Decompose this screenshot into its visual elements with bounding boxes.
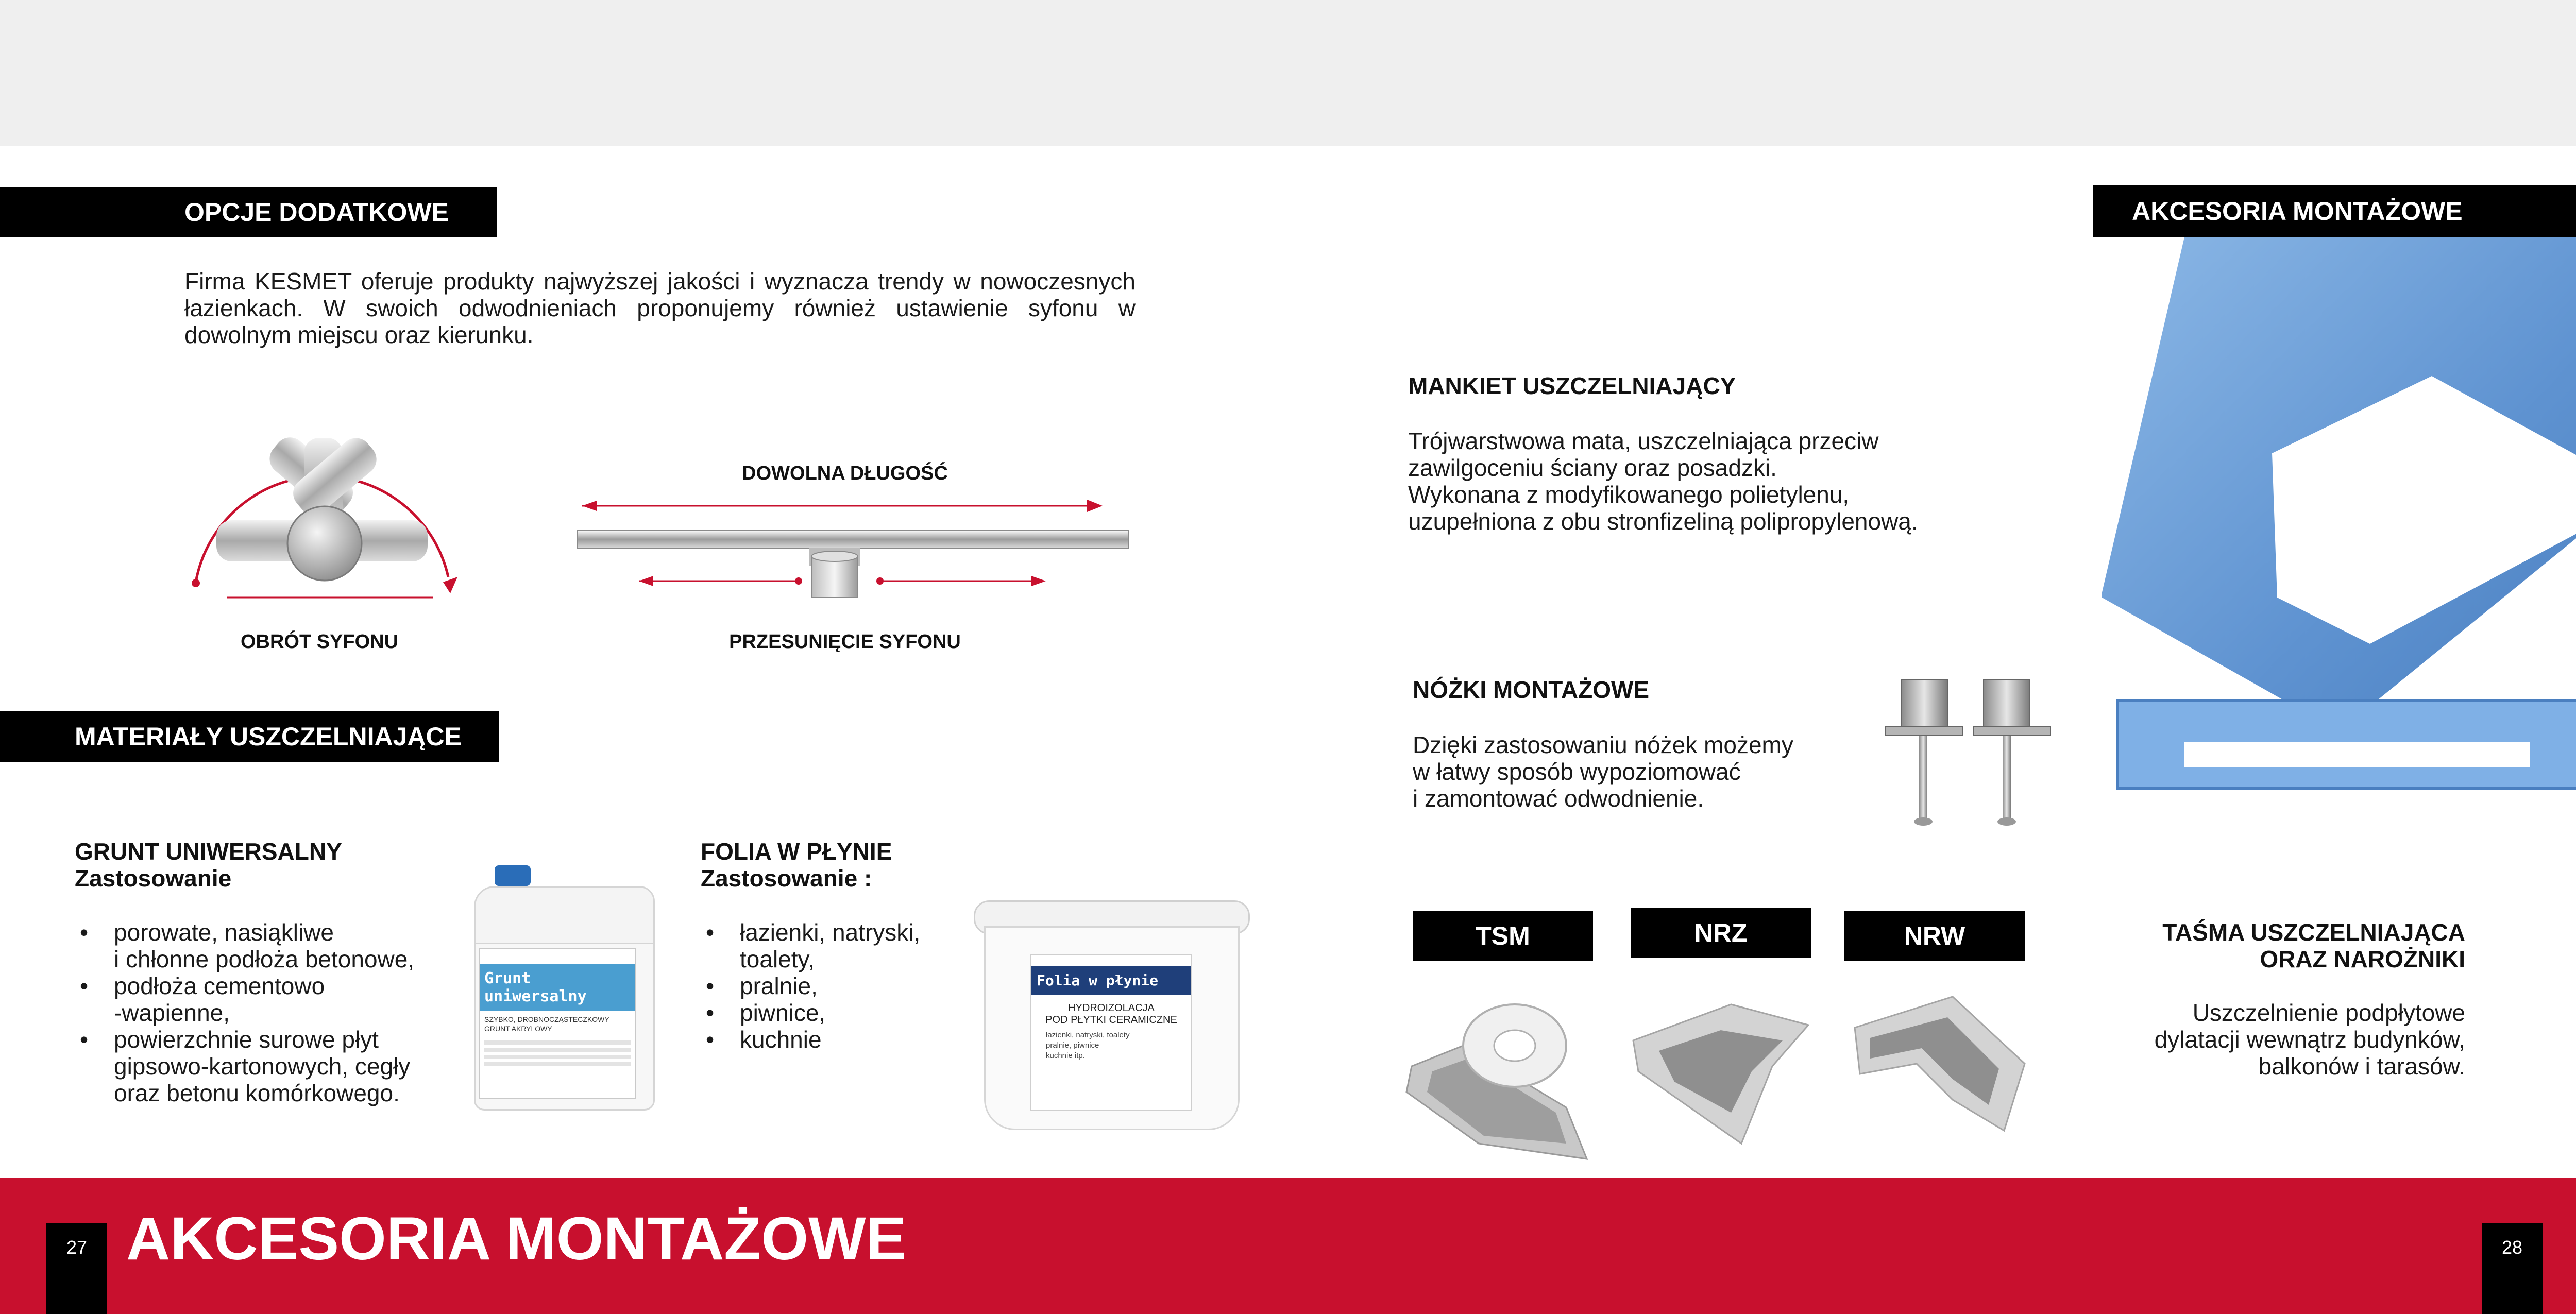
membrane-image [2102, 237, 2576, 845]
bucket-label [1030, 954, 1192, 1111]
tag-tsm: TSM [1413, 911, 1593, 961]
folia-list [701, 919, 989, 1053]
text-line: Trójwarstwowa mata, uszczelniająca przeciw [1408, 428, 1879, 454]
nrw-corner-image [1850, 992, 2040, 1146]
list-item: • łazienki, natryski, [701, 919, 989, 946]
list-item: • piwnice, [701, 999, 989, 1026]
list-item: • podłoża cementowo [75, 972, 487, 999]
length-label: DOWOLNA DŁUGOŚĆ [742, 463, 948, 484]
rotation-label: OBRÓT SYFONU [240, 631, 399, 653]
folia-bucket-image [974, 900, 1247, 1132]
tsm-tape-image [1401, 989, 1607, 1164]
opcje-title: OPCJE DODATKOWE [184, 198, 449, 227]
list-item: • pralnie, [701, 972, 989, 999]
page-number-right: 28 [2482, 1223, 2543, 1314]
list-item: • porowate, nasiąkliwe [75, 919, 487, 946]
page-number-left: 27 [46, 1223, 107, 1314]
akcesoria-title: AKCESORIA MONTAŻOWE [2132, 197, 2463, 226]
foot-right [1973, 680, 2050, 826]
bucket-item: kuchnie itp. [1046, 1051, 1085, 1060]
canister-cap [495, 865, 531, 886]
grunt-title: GRUNT UNIWERSALNY [75, 838, 342, 865]
bucket-item: pralnie, piwnice [1046, 1041, 1099, 1050]
text-line: w łatwy sposób wypoziomować [1413, 758, 1741, 785]
text-line: ORAZ NAROŻNIKI [2260, 946, 2465, 972]
list-item: • kuchnie [701, 1026, 989, 1053]
tag-nrz: NRZ [1631, 908, 1811, 958]
bucket-line1: HYDROIZOLACJA [1068, 1002, 1155, 1014]
drain-length-illustration [572, 479, 1133, 608]
list-item: gipsowo-kartonowych, cegły [114, 1053, 411, 1080]
list-item: i chłonne podłoża betonowe, [114, 946, 415, 972]
list-item: oraz betonu komórkowego. [114, 1080, 400, 1106]
materials-header-bar [0, 711, 499, 762]
bucket-line2: POD PŁYTKI CERAMICZNE [1045, 1014, 1177, 1026]
tasma-title [2040, 919, 2465, 972]
list-item: toalety, [740, 946, 815, 972]
materials-title: MATERIAŁY USZCZELNIAJĄCE [75, 722, 462, 751]
folia-subtitle: Zastosowanie : [701, 865, 872, 892]
nozki-text [1413, 731, 1876, 812]
text-line: Uszczelnienie podpłytowe [2192, 999, 2465, 1026]
text-line: i zamontować odwodnienie. [1413, 785, 1704, 812]
opcje-header-bar [0, 187, 497, 237]
tag-nrw: NRW [1844, 911, 2025, 961]
text-line: balkonów i tarasów. [2258, 1053, 2465, 1080]
text-line: Dzięki zastosowaniu nóżek możemy [1413, 731, 1793, 758]
bucket-label-title: Folia w płynie [1031, 966, 1191, 995]
mankiet-text [1408, 428, 2078, 535]
foot-left [1886, 680, 1963, 826]
canister-label-sub: SZYBKO, DROBNOCZĄSTECZKOWY GRUNT AKRYLOWY [484, 1015, 609, 1033]
bucket-item: łazienki, natryski, toalety [1046, 1031, 1130, 1039]
text-line: zawilgoceniu ściany oraz posadzki. [1408, 454, 1777, 481]
canister-label [479, 948, 636, 1099]
nrz-corner-image [1628, 994, 1819, 1149]
grunt-subtitle: Zastosowanie [75, 865, 232, 892]
text-line: uzupełniona z obu stronfizeliną polipropylenową. [1408, 508, 1918, 535]
shift-label: PRZESUNIĘCIE SYFONU [729, 631, 961, 653]
list-item: • powierzchnie surowe płyt [75, 1026, 487, 1053]
footer-title: AKCESORIA MONTAŻOWE [126, 1205, 907, 1273]
mankiet-title: MANKIET USZCZELNIAJĄCY [1408, 372, 1736, 399]
nozki-title: NÓŻKI MONTAŻOWE [1413, 676, 1650, 703]
top-band [0, 0, 2576, 146]
text-line: Wykonana z modyfikowanego polietylenu, [1408, 481, 1850, 508]
folia-title: FOLIA W PŁYNIE [701, 838, 892, 865]
siphon-rotation-illustration [170, 391, 479, 608]
grunt-canister-image [474, 865, 659, 1113]
akcesoria-header-bar [2093, 185, 2576, 237]
intro-text: Firma KESMET oferuje produkty najwyższej jakości i wyznacza trendy w nowoczesnych łazienkach. W swoich odwodnieniach proponujemy również ustawienie syfonu w dowolnym miejscu oraz kierunku. [184, 268, 1136, 348]
mounting-feet-image [1880, 675, 2076, 834]
canister-label-title: Grunt uniwersalny [480, 964, 635, 1011]
list-item: -wapienne, [114, 999, 230, 1026]
grunt-list [75, 919, 487, 1106]
text-line: TAŚMA USZCZELNIAJĄCA [2162, 919, 2465, 946]
text-line: dylatacji wewnątrz budynków, [2154, 1026, 2465, 1053]
tasma-text [2040, 999, 2465, 1080]
